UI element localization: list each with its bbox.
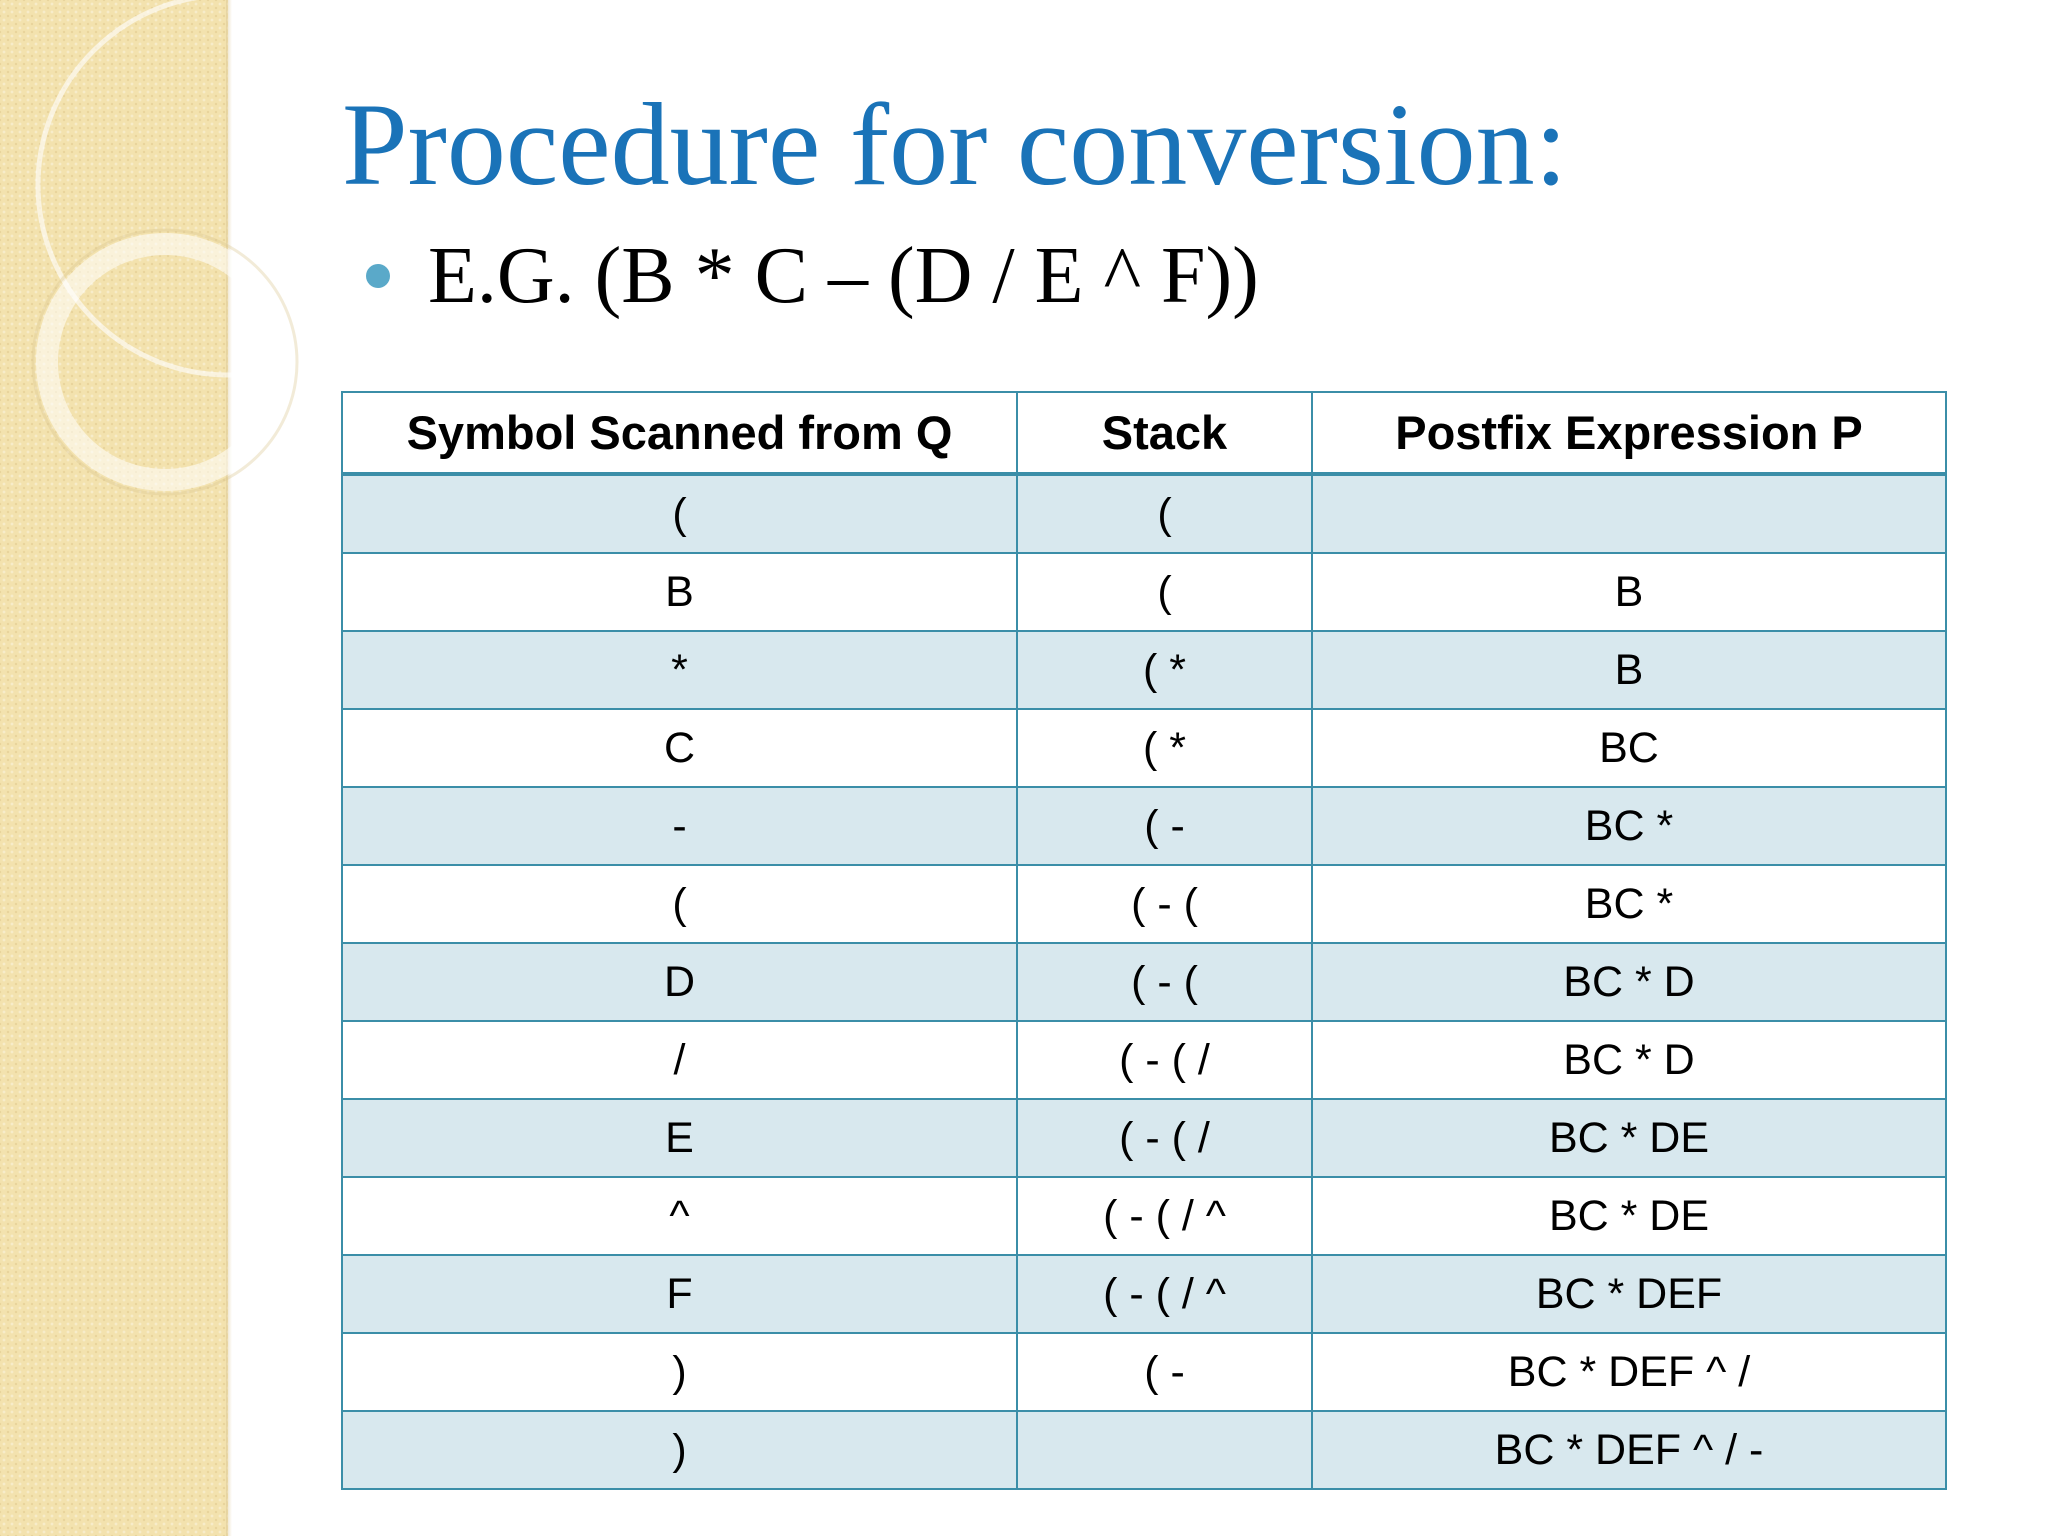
cell-stack — [1017, 1411, 1312, 1489]
cell-postfix: BC * D — [1312, 1021, 1946, 1099]
cell-symbol: D — [342, 943, 1017, 1021]
cell-postfix: BC * DE — [1312, 1099, 1946, 1177]
cell-stack: ( — [1017, 474, 1312, 553]
cell-symbol: - — [342, 787, 1017, 865]
cell-postfix: BC * DE — [1312, 1177, 1946, 1255]
table-row — [342, 474, 1946, 553]
header-stack: Stack — [1017, 392, 1312, 474]
cell-symbol: B — [342, 553, 1017, 631]
slide-title: Procedure for conversion: — [342, 79, 1568, 210]
table-row — [342, 1177, 1946, 1255]
cell-postfix: BC * — [1312, 787, 1946, 865]
table-row — [342, 1021, 1946, 1099]
side-panel-edge — [226, 0, 232, 1536]
cell-postfix: BC * DEF — [1312, 1255, 1946, 1333]
cell-symbol: ( — [342, 865, 1017, 943]
cell-stack: ( - ( / — [1017, 1021, 1312, 1099]
cell-stack: ( — [1017, 553, 1312, 631]
cell-postfix: BC * D — [1312, 943, 1946, 1021]
table-row — [342, 709, 1946, 787]
cell-postfix: BC * DEF ^ / - — [1312, 1411, 1946, 1489]
cell-stack: ( - ( — [1017, 943, 1312, 1021]
cell-symbol: C — [342, 709, 1017, 787]
cell-symbol: E — [342, 1099, 1017, 1177]
table-row — [342, 943, 1946, 1021]
conversion-table — [341, 391, 1947, 1490]
table-row — [342, 787, 1946, 865]
table-row — [342, 631, 1946, 709]
cell-stack: ( - ( / ^ — [1017, 1177, 1312, 1255]
cell-stack: ( * — [1017, 631, 1312, 709]
cell-stack: ( - ( / — [1017, 1099, 1312, 1177]
table-row — [342, 865, 1946, 943]
cell-stack: ( - — [1017, 1333, 1312, 1411]
cell-symbol: ( — [342, 474, 1017, 553]
table-row — [342, 553, 1946, 631]
cell-stack: ( - ( / ^ — [1017, 1255, 1312, 1333]
cell-stack: ( * — [1017, 709, 1312, 787]
cell-symbol: F — [342, 1255, 1017, 1333]
cell-postfix: BC * DEF ^ / — [1312, 1333, 1946, 1411]
cell-stack: ( - — [1017, 787, 1312, 865]
bullet-dot-icon — [366, 264, 390, 288]
cell-postfix: B — [1312, 631, 1946, 709]
table-row — [342, 1099, 1946, 1177]
decorative-side-panel — [0, 0, 228, 1536]
cell-symbol: ) — [342, 1411, 1017, 1489]
cell-postfix: BC * — [1312, 865, 1946, 943]
header-symbol-scanned: Symbol Scanned from Q — [342, 392, 1017, 474]
bullet-item — [366, 232, 1259, 320]
table-row — [342, 1255, 1946, 1333]
bullet-text: E.G. (B * C – (D / E ^ F)) — [428, 232, 1259, 320]
cell-symbol: ^ — [342, 1177, 1017, 1255]
table-row — [342, 1411, 1946, 1489]
cell-symbol: ) — [342, 1333, 1017, 1411]
header-postfix-expression: Postfix Expression P — [1312, 392, 1946, 474]
cell-postfix: BC — [1312, 709, 1946, 787]
cell-stack: ( - ( — [1017, 865, 1312, 943]
cell-postfix: B — [1312, 553, 1946, 631]
cell-symbol: * — [342, 631, 1017, 709]
cell-postfix — [1312, 474, 1946, 553]
table-row — [342, 1333, 1946, 1411]
cell-symbol: / — [342, 1021, 1017, 1099]
table-header-row — [342, 392, 1946, 474]
